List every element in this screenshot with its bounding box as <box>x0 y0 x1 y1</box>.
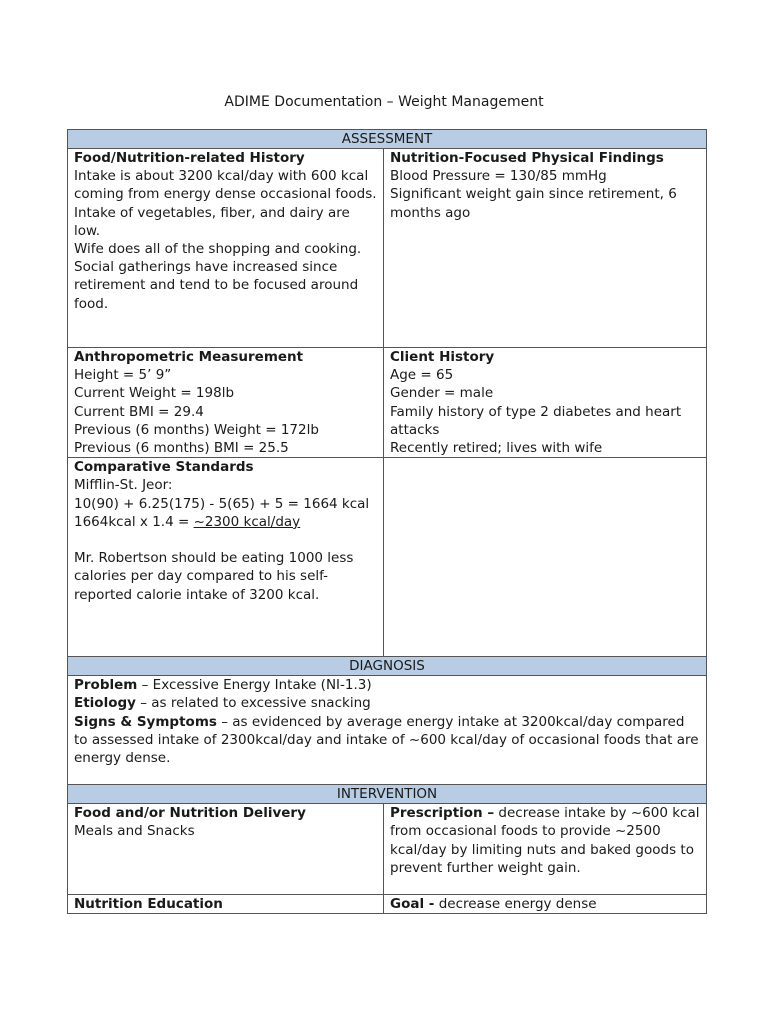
client-history-cell <box>384 348 707 458</box>
client-history-line: Family history of type 2 diabetes and heart attacks <box>390 403 682 438</box>
food-history-cell <box>68 149 384 348</box>
equation-name: Mifflin-St. Jeor: <box>74 477 173 494</box>
goal-text: decrease energy dense <box>434 896 597 913</box>
food-delivery-text: Meals and Snacks <box>74 823 195 840</box>
prescription-cell <box>384 804 707 895</box>
anthropometric-heading: Anthropometric Measurement <box>74 349 304 365</box>
etiology-text: – as related to excessive snacking <box>135 695 371 712</box>
diagnosis-section-header: DIAGNOSIS <box>68 657 707 676</box>
client-history-heading: Client History <box>390 349 495 365</box>
anthropometric-line: Current Weight = 198lb <box>74 385 235 402</box>
food-history-line: Intake of vegetables, fiber, and dairy are low. <box>74 204 350 239</box>
food-history-line: Wife does all of the shopping and cooking. <box>74 241 362 258</box>
nutrition-education-heading: Nutrition Education <box>74 896 223 913</box>
assessment-section-header: ASSESSMENT <box>68 130 707 149</box>
food-delivery-heading: Food and/or Nutrition Delivery <box>74 805 306 822</box>
adime-table <box>67 129 707 914</box>
anthropometric-line: Previous (6 months) Weight = 172lb <box>74 421 319 438</box>
food-history-line: Intake is about 3200 kcal/day with 600 kcal coming from energy dense occasional foods. <box>74 168 377 203</box>
client-history-line: Gender = male <box>390 385 494 402</box>
signs-label: Signs & Symptoms <box>74 713 217 730</box>
signs-text: – as evidenced by average energy intake at 3200kcal/day compared to assessed intake of 2300kcal/day and intake of ~600 kcal/day of occasional foods that are energy dense. <box>74 713 699 767</box>
goal-line <box>390 895 700 913</box>
comparative-note: Mr. Robertson should be eating 1000 less calories per day compared to his self-reported calorie intake of 3200 kcal. <box>74 550 354 603</box>
assessment-row-1 <box>68 149 707 348</box>
food-history-heading: Food/Nutrition-related History <box>74 150 305 166</box>
comparative-standards-heading: Comparative Standards <box>74 459 254 476</box>
intervention-section-header: INTERVENTION <box>68 785 707 804</box>
client-history-line: Recently retired; lives with wife <box>390 440 603 457</box>
diagnosis-row <box>68 676 707 785</box>
problem-text: – Excessive Energy Intake (NI-1.3) <box>137 677 372 694</box>
intervention-row-2 <box>68 895 707 914</box>
prescription-label: Prescription – <box>390 805 495 822</box>
physical-findings-heading: Nutrition-Focused Physical Findings <box>390 150 664 166</box>
blank-line <box>74 531 377 549</box>
intervention-row-1 <box>68 804 707 895</box>
goal-cell <box>384 895 707 914</box>
activity-factor-prefix: 1664kcal x 1.4 = <box>74 513 194 530</box>
assessment-row-2 <box>68 348 707 458</box>
document-title: ADIME Documentation – Weight Management <box>224 94 544 110</box>
intervention-header-row <box>68 785 707 804</box>
empty-cell <box>384 458 707 657</box>
anthropometric-line: Previous (6 months) BMI = 25.5 <box>74 440 289 457</box>
anthropometric-cell <box>68 348 384 458</box>
assessment-row-3 <box>68 458 707 657</box>
goal-label: Goal - <box>390 896 435 913</box>
physical-findings-line: Blood Pressure = 130/85 mmHg <box>390 168 607 185</box>
prescription-text: decrease intake by ~600 kcal from occasional foods to provide ~2500 kcal/day by limiting nuts and baked goods to prevent further weight gain. <box>390 805 700 876</box>
client-history-line: Age = 65 <box>390 367 454 384</box>
etiology-line <box>74 694 700 712</box>
food-delivery-cell <box>68 804 384 895</box>
physical-findings-cell <box>384 149 707 348</box>
diagnosis-cell <box>68 676 707 785</box>
activity-factor-calculation <box>74 513 377 531</box>
problem-line <box>74 676 700 694</box>
estimated-needs-result: ~2300 kcal/day <box>193 513 301 530</box>
anthropometric-line: Current BMI = 29.4 <box>74 403 204 420</box>
food-history-line: Social gatherings have increased since retirement and tend to be focused around food. <box>74 259 359 312</box>
diagnosis-header-row <box>68 657 707 676</box>
problem-label: Problem <box>74 677 138 694</box>
anthropometric-line: Height = 5’ 9” <box>74 367 172 384</box>
comparative-standards-cell <box>68 458 384 657</box>
etiology-label: Etiology <box>74 695 136 712</box>
physical-findings-line: Significant weight gain since retirement, 6 months ago <box>390 186 677 221</box>
equation-calculation: 10(90) + 6.25(175) - 5(65) + 5 = 1664 kcal <box>74 495 370 512</box>
nutrition-education-cell <box>68 895 384 914</box>
signs-line <box>74 713 700 768</box>
prescription-line <box>390 804 700 877</box>
assessment-header-row <box>68 130 707 149</box>
